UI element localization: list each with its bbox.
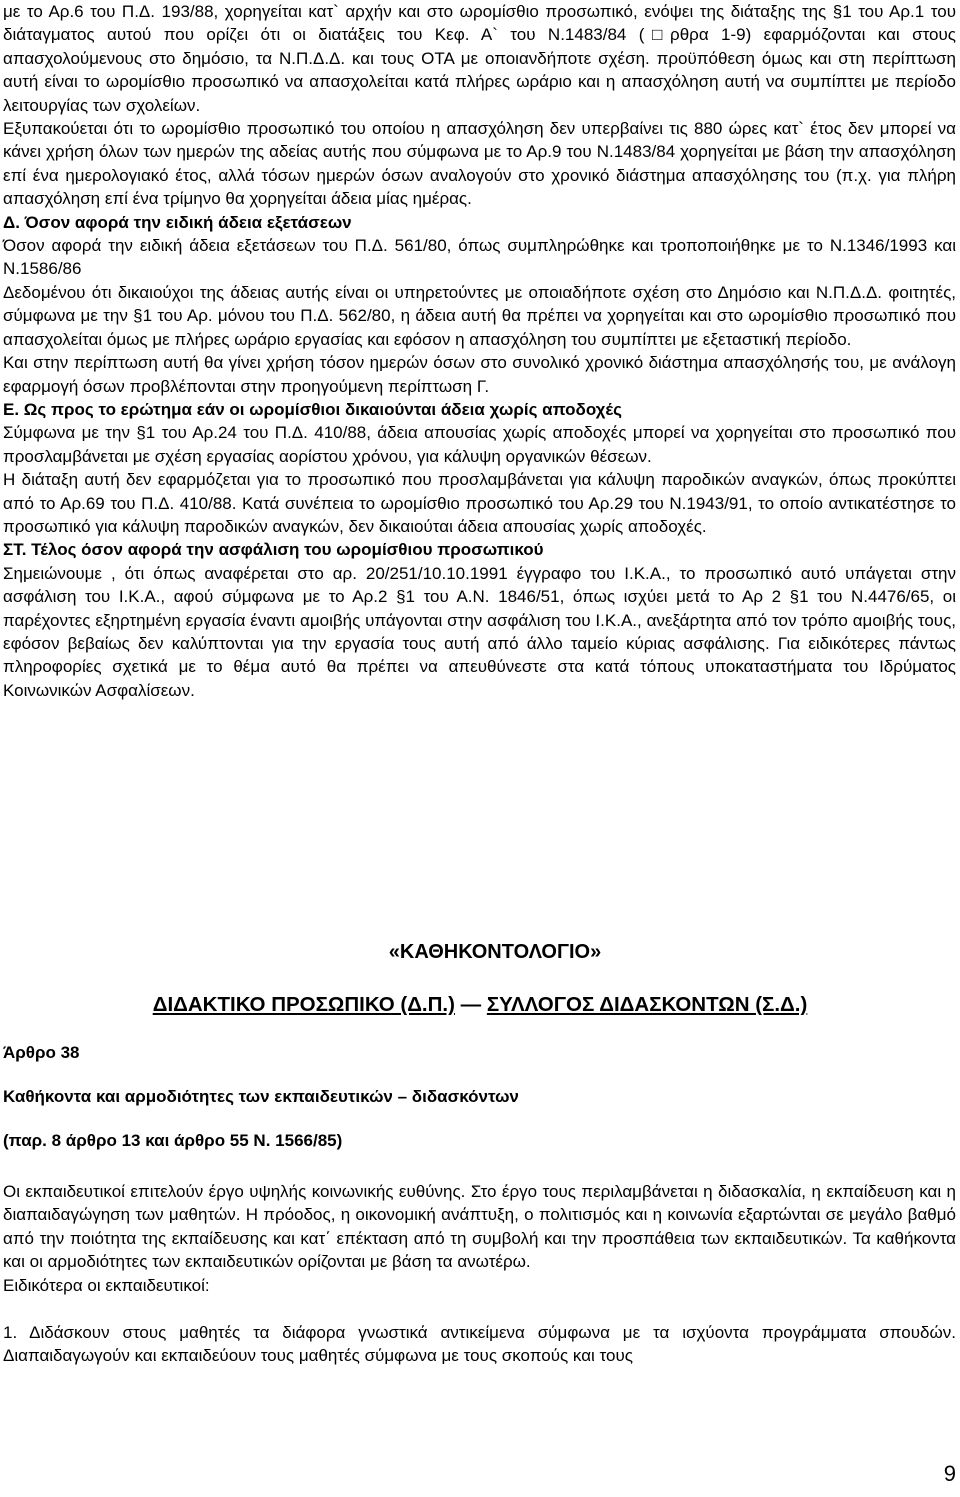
legal-reference: (παρ. 8 άρθρο 13 και άρθρο 55 Ν. 1566/85)	[3, 1131, 343, 1150]
paragraph-d3: Και στην περίπτωση αυτή θα γίνει χρήση τόσον ημερών όσων στο συνολικό χρονικό διάστημα απασχόλησής του, με ανάλογη εφαρμογή όσων προβλέπονται στην προηγούμενη περίπτωση Γ.	[3, 353, 956, 396]
article-number: Άρθρο 38	[3, 1043, 80, 1062]
teachers-section	[3, 1180, 956, 1368]
paragraph-880-hours: Εξυπακούεται ότι το ωρομίσθιο προσωπικό του οποίου η απασχόληση δεν υπερβαίνει τις 880 ώρες κατ` έτος δεν μπορεί να κάνει χρήση όλων των ημερών της αδείας αυτής που σύμφωνα με το Αρ.9 του Ν.1483/84 χορηγείται με βάση την απασχόληση επί ένα ημερολογιακό έτος, αλλά τόσων ημερών όσων αναλογούν στο χρονικό διάστημα απασχόλησης του (π.χ. για πλήρη απασχόληση επί ένα τρίμηνο θα χορηγείται άδεια μίας ημέρας.	[3, 119, 956, 209]
heading-st-insurance: ΣΤ. Τέλος όσον αφορά την ασφάλιση του ωρομίσθιου προσωπικού	[3, 540, 544, 560]
heading-e-unpaid-leave: Ε. Ως προς το ερώτημα εάν οι ωρομίσθιοι δικαιούνται άδεια χωρίς αποδοχές	[3, 399, 622, 419]
paragraph-e2: Η διάταξη αυτή δεν εφαρμόζεται για το προσωπικό που προσλαμβάνεται για κάλυψη παροδικών αναγκών, όπως προκύπτει από το Αρ.69 του Π.Δ. 410/88. Κατά συνέπεια το ωρομίσθιο προσωπικό του Αρ.29 του Ν.1943/91, το οποίο αντικατέστησε το προσωπικό για κάλυψη παροδικών αναγκών, δεν δικαιούται άδεια απουσίας χωρίς αποδοχές.	[3, 470, 956, 536]
paragraph-d2: Δεδομένου ότι δικαιούχοι της άδειας αυτής είναι οι υπηρετούντες με οποιαδήποτε σχέση στο Δημόσιο και Ν.Π.Δ.Δ. φοιτητές, σύμφωνα με την §1 του Αρ. μόνου του Π.Δ. 562/80, η άδεια αυτή θα πρέπει να χορηγείται και στο ωρομίσθιο προσωπικό που απασχολείται όμως με πλήρες ωράριο εργασίας και εφόσον η απασχόληση του συμπίπτει με εξεταστική περίοδο.	[3, 282, 956, 349]
paragraph-teachers-2: Ειδικότερα οι εκπαιδευτικοί:	[3, 1275, 210, 1295]
paragraph-teachers-1: Οι εκπαιδευτικοί επιτελούν έργο υψηλής κοινωνικής ευθύνης. Στο έργο τους περιλαμβάνεται η διδασκαλία, η εκπαίδευση και η διαπαιδαγώγηση των μαθητών. Η πρόοδος, η οικονομική ανάπτυξη, ο πολιτισμός και η κοινωνία εξαρτώνται σε μεγάλο βαθμό από την ποιότητα της εκπαίδευσης και κατ΄ επέκταση από τη συμβολή και την προσπάθεια των εκπαιδευτικών. Τα καθήκοντα και οι αρμοδιότητες των εκπαιδευτικών ορίζονται με βάση τα ανωτέρω.	[3, 1182, 956, 1272]
list-item-1: 1. Διδάσκουν στους μαθητές τα διάφορα γνωστικά αντικείμενα σύμφωνα με τα ισχύοντα προγράμματα σπουδών. Διαπαιδαγωγούν και εκπαιδεύουν τους μαθητές σύμφωνα με τους σκοπούς και τους	[3, 1323, 956, 1366]
paragraph-st1: Σημειώνουμε , ότι όπως αναφέρεται στο αρ. 20/251/10.10.1991 έγγραφο του Ι.Κ.Α., το προσωπικό αυτό υπάγεται στην ασφάλιση του Ι.Κ.Α., αφού σύμφωνα με το Αρ.2 §1 του Α.Ν. 1846/51, όπως ισχύει μετά το Αρ 2 §1 του Ν.4476/65, οι παρέχοντες εξηρτημένη εργασία έναντι αμοιβής υπάγονται στην ασφάλιση του Ι.Κ.Α., ανεξάρτητα από τον τρόπο αμοιβής τους, εφόσον βεβαίως δεν καλύπτονται για την εργασία τους αυτή από άλλο ταμείο κύριας ασφάλισης. Για ειδικότερες πάντως πληροφορίες σχετικά με το θέμα αυτό θα πρέπει να απευθύνεστε στα κατά τόπους υποκαταστήματα του Ιδρύματος Κοινωνικών Ασφαλίσεων.	[3, 563, 956, 700]
didaktiko-part1: ΔΙΔΑΚΤΙΚΟ ΠΡΟΣΩΠΙΚΟ (Δ.Π.)	[152, 993, 455, 1016]
page-number: 9	[943, 1461, 956, 1486]
paragraph-e1: Σύμφωνα με την §1 του Αρ.24 του Π.Δ. 410/88, άδεια απουσίας χωρίς αποδοχές μπορεί να χορηγείται στο προσωπικό που προσλαμβάνεται με σχέση εργασίας αορίστου χρόνου, για κάλυψη οργανικών θέσεων.	[3, 423, 956, 466]
paragraph-continuation: με το Αρ.6 του Π.Δ. 193/88, χορηγείται κατ` αρχήν και στο ωρομίσθιο προσωπικό, ενόψει της διάταξης της §1 του Αρ.1 του διάταγματος αυτού που ορίζει ότι οι διατάξεις του Κεφ. Α` του Ν.1483/84 (□ρθρα 1-9) εφαρμόζονται και στους απασχολούμενους στο δημόσιο, τα Ν.Π.Δ.Δ. και τους ΟΤΑ με οποιανδήποτε σχέση. προϋπόθεση όμως και στη περίπτωση αυτή είναι το ωρομίσθιο προσωπικό να απασχολείται κατά πλήρες ωράριο και η απασχόληση αυτή να συμπίπτει με περίοδο λειτουργίας των σχολείων.	[3, 2, 956, 115]
didaktiko-heading	[0, 993, 960, 1017]
heading-d-exam-leave: Δ. Όσον αφορά την ειδική άδεια εξετάσεων	[3, 212, 352, 232]
document-body	[3, 0, 956, 702]
didaktiko-part2: ΣΥΛΛΟΓΟΣ ΔΙΔΑΣΚΟΝΤΩΝ (Σ.Δ.)	[486, 993, 808, 1016]
duties-title: Καθήκοντα και αρμοδιότητες των εκπαιδευτικών – διδασκόντων	[3, 1087, 519, 1106]
didaktiko-dash: —	[454, 993, 487, 1016]
paragraph-d1: Όσον αφορά την ειδική άδεια εξετάσεων του Π.Δ. 561/80, όπως συμπληρώθηκε και τροποποιήθηκε με το Ν.1346/1993 και Ν.1586/86	[3, 236, 956, 279]
kathikontologio-title: «ΚΑΘΗΚΟΝΤΟΛΟΓΙΟ»	[388, 941, 602, 963]
